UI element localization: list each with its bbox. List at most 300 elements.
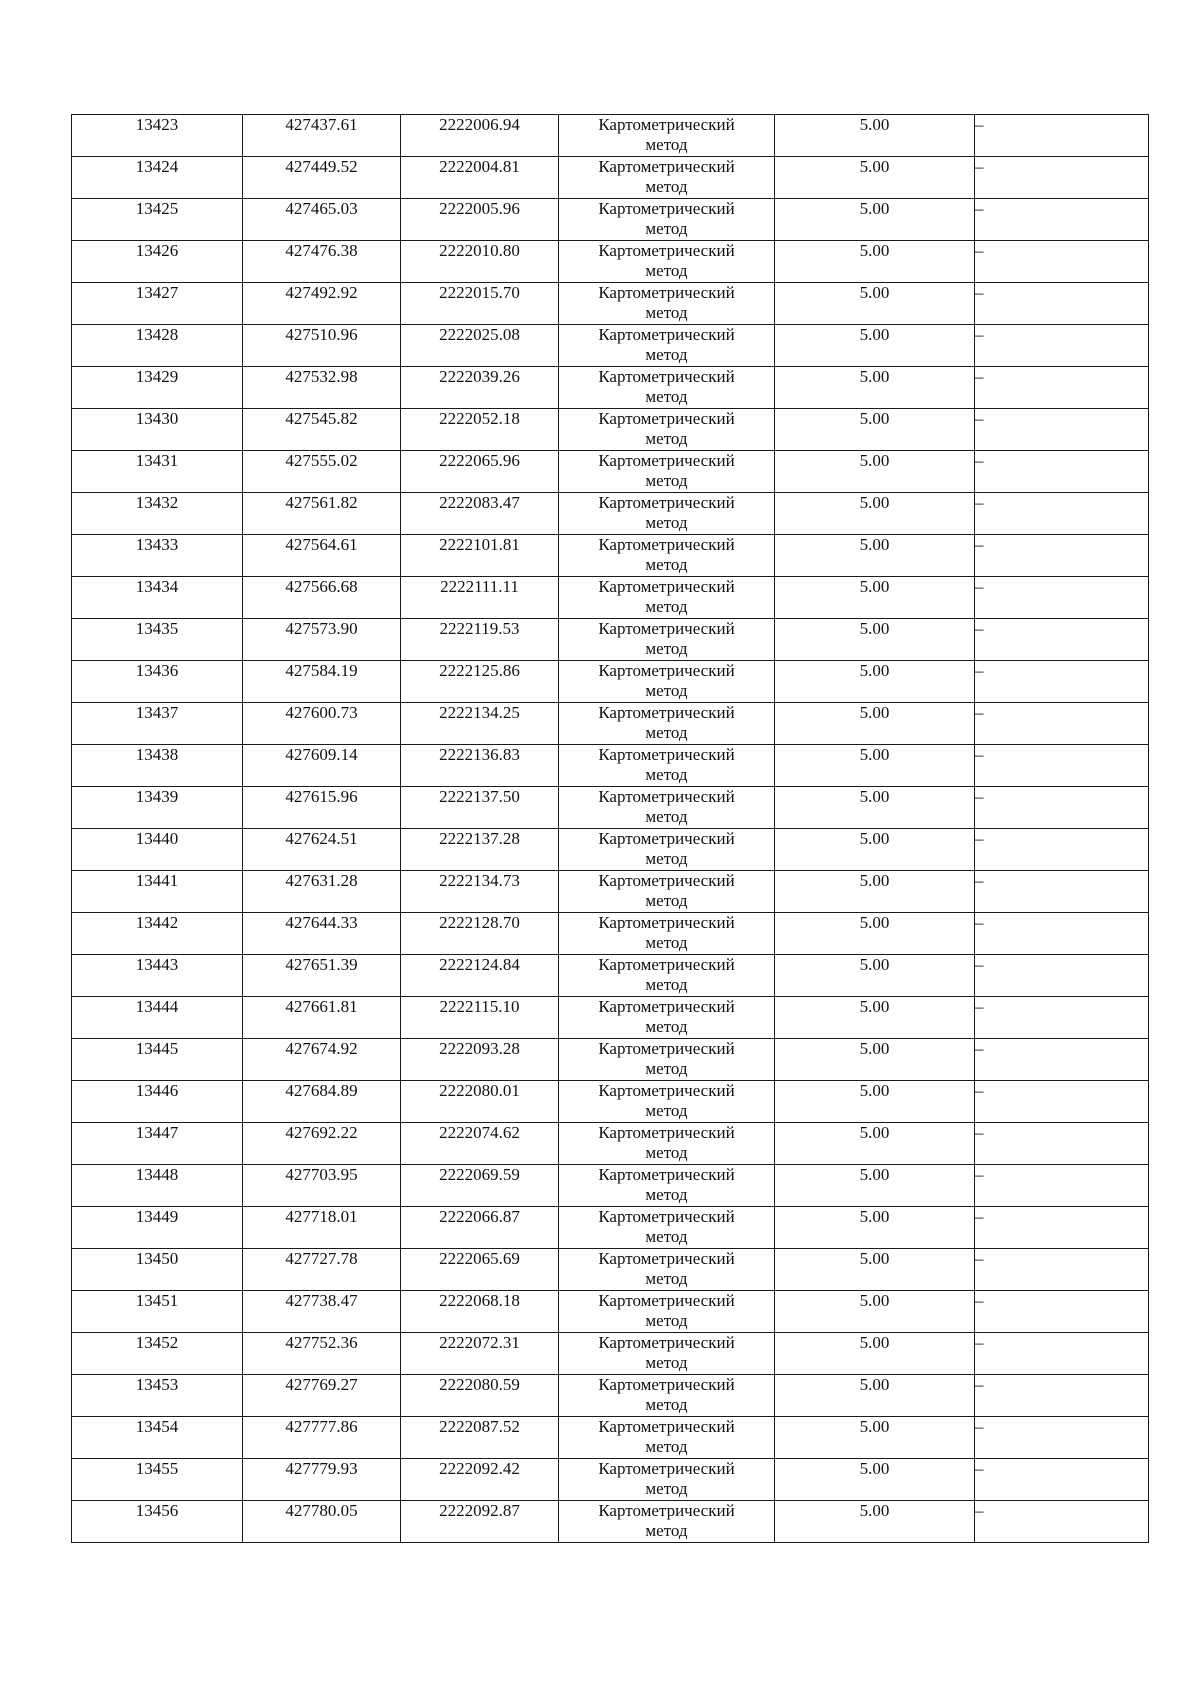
method-line-2: метод	[645, 555, 688, 574]
point-number-cell: 13440	[72, 829, 243, 871]
method-cell	[559, 871, 775, 913]
table-row	[72, 1459, 1149, 1501]
x-coordinate-cell: 427777.86	[243, 1417, 401, 1459]
x-coordinate-cell: 427555.02	[243, 451, 401, 493]
x-coordinate-cell: 427564.61	[243, 535, 401, 577]
table-row	[72, 787, 1149, 829]
note-cell: –	[975, 1165, 1149, 1207]
table-row	[72, 1375, 1149, 1417]
y-coordinate-cell: 2222119.53	[401, 619, 559, 661]
point-number-cell: 13432	[72, 493, 243, 535]
note-cell: –	[975, 283, 1149, 325]
accuracy-cell: 5.00	[775, 535, 975, 577]
accuracy-cell: 5.00	[775, 1501, 975, 1543]
method-line-2: метод	[645, 1143, 688, 1162]
accuracy-cell: 5.00	[775, 871, 975, 913]
table-row	[72, 1039, 1149, 1081]
table-row	[72, 241, 1149, 283]
accuracy-cell: 5.00	[775, 1081, 975, 1123]
method-line-2: метод	[645, 1017, 688, 1036]
table-row	[72, 1417, 1149, 1459]
note-cell: –	[975, 955, 1149, 997]
method-line-1: Картометрический	[598, 745, 735, 764]
y-coordinate-cell: 2222069.59	[401, 1165, 559, 1207]
method-line-2: метод	[645, 261, 688, 280]
table-row	[72, 997, 1149, 1039]
note-cell: –	[975, 1501, 1149, 1543]
method-line-2: метод	[645, 177, 688, 196]
table-row	[72, 535, 1149, 577]
table-row	[72, 577, 1149, 619]
x-coordinate-cell: 427609.14	[243, 745, 401, 787]
method-line-2: метод	[645, 849, 688, 868]
method-line-2: метод	[645, 345, 688, 364]
method-line-2: метод	[645, 681, 688, 700]
y-coordinate-cell: 2222115.10	[401, 997, 559, 1039]
note-cell: –	[975, 325, 1149, 367]
point-number-cell: 13449	[72, 1207, 243, 1249]
point-number-cell: 13431	[72, 451, 243, 493]
note-cell: –	[975, 1291, 1149, 1333]
y-coordinate-cell: 2222087.52	[401, 1417, 559, 1459]
method-cell	[559, 325, 775, 367]
y-coordinate-cell: 2222080.01	[401, 1081, 559, 1123]
method-line-1: Картометрический	[598, 535, 735, 554]
point-number-cell: 13433	[72, 535, 243, 577]
method-line-1: Картометрический	[598, 325, 735, 344]
note-cell: –	[975, 493, 1149, 535]
point-number-cell: 13428	[72, 325, 243, 367]
accuracy-cell: 5.00	[775, 409, 975, 451]
method-cell	[559, 1459, 775, 1501]
x-coordinate-cell: 427437.61	[243, 115, 401, 157]
x-coordinate-cell: 427651.39	[243, 955, 401, 997]
table-row	[72, 283, 1149, 325]
point-number-cell: 13444	[72, 997, 243, 1039]
method-line-2: метод	[645, 1269, 688, 1288]
note-cell: –	[975, 1459, 1149, 1501]
x-coordinate-cell: 427692.22	[243, 1123, 401, 1165]
note-cell: –	[975, 829, 1149, 871]
method-cell	[559, 1165, 775, 1207]
note-cell: –	[975, 703, 1149, 745]
y-coordinate-cell: 2222083.47	[401, 493, 559, 535]
x-coordinate-cell: 427584.19	[243, 661, 401, 703]
method-line-1: Картометрический	[598, 577, 735, 596]
x-coordinate-cell: 427769.27	[243, 1375, 401, 1417]
method-line-2: метод	[645, 1437, 688, 1456]
method-line-2: метод	[645, 1395, 688, 1414]
point-number-cell: 13434	[72, 577, 243, 619]
method-cell	[559, 1501, 775, 1543]
table-row	[72, 115, 1149, 157]
accuracy-cell: 5.00	[775, 997, 975, 1039]
method-cell	[559, 703, 775, 745]
note-cell: –	[975, 997, 1149, 1039]
x-coordinate-cell: 427674.92	[243, 1039, 401, 1081]
point-number-cell: 13436	[72, 661, 243, 703]
y-coordinate-cell: 2222093.28	[401, 1039, 559, 1081]
table-row	[72, 199, 1149, 241]
note-cell: –	[975, 1249, 1149, 1291]
method-cell	[559, 535, 775, 577]
x-coordinate-cell: 427684.89	[243, 1081, 401, 1123]
x-coordinate-cell: 427727.78	[243, 1249, 401, 1291]
table-row	[72, 703, 1149, 745]
accuracy-cell: 5.00	[775, 913, 975, 955]
accuracy-cell: 5.00	[775, 157, 975, 199]
y-coordinate-cell: 2222065.69	[401, 1249, 559, 1291]
table-row	[72, 1207, 1149, 1249]
x-coordinate-cell: 427644.33	[243, 913, 401, 955]
method-cell	[559, 913, 775, 955]
x-coordinate-cell: 427779.93	[243, 1459, 401, 1501]
table-row	[72, 955, 1149, 997]
method-line-2: метод	[645, 513, 688, 532]
method-line-1: Картометрический	[598, 955, 735, 974]
table-row	[72, 1249, 1149, 1291]
table-row	[72, 871, 1149, 913]
point-number-cell: 13445	[72, 1039, 243, 1081]
accuracy-cell: 5.00	[775, 1039, 975, 1081]
accuracy-cell: 5.00	[775, 661, 975, 703]
method-cell	[559, 1417, 775, 1459]
point-number-cell: 13426	[72, 241, 243, 283]
method-line-2: метод	[645, 1311, 688, 1330]
method-line-1: Картометрический	[598, 703, 735, 722]
method-line-2: метод	[645, 219, 688, 238]
note-cell: –	[975, 1375, 1149, 1417]
method-line-1: Картометрический	[598, 115, 735, 134]
point-number-cell: 13447	[72, 1123, 243, 1165]
method-cell	[559, 619, 775, 661]
x-coordinate-cell: 427510.96	[243, 325, 401, 367]
y-coordinate-cell: 2222137.28	[401, 829, 559, 871]
point-number-cell: 13456	[72, 1501, 243, 1543]
method-cell	[559, 745, 775, 787]
point-number-cell: 13446	[72, 1081, 243, 1123]
note-cell: –	[975, 367, 1149, 409]
y-coordinate-cell: 2222010.80	[401, 241, 559, 283]
method-line-2: метод	[645, 135, 688, 154]
method-cell	[559, 829, 775, 871]
method-cell	[559, 1123, 775, 1165]
x-coordinate-cell: 427615.96	[243, 787, 401, 829]
method-cell	[559, 241, 775, 283]
method-cell	[559, 1039, 775, 1081]
accuracy-cell: 5.00	[775, 325, 975, 367]
point-number-cell: 13443	[72, 955, 243, 997]
method-cell	[559, 955, 775, 997]
point-number-cell: 13455	[72, 1459, 243, 1501]
method-cell	[559, 1081, 775, 1123]
y-coordinate-cell: 2222125.86	[401, 661, 559, 703]
method-line-2: метод	[645, 765, 688, 784]
x-coordinate-cell: 427703.95	[243, 1165, 401, 1207]
x-coordinate-cell: 427718.01	[243, 1207, 401, 1249]
method-line-1: Картометрический	[598, 829, 735, 848]
method-cell	[559, 997, 775, 1039]
note-cell: –	[975, 1417, 1149, 1459]
table-row	[72, 1333, 1149, 1375]
method-line-2: метод	[645, 891, 688, 910]
y-coordinate-cell: 2222128.70	[401, 913, 559, 955]
note-cell: –	[975, 871, 1149, 913]
method-line-1: Картометрический	[598, 1249, 735, 1268]
method-line-2: метод	[645, 723, 688, 742]
x-coordinate-cell: 427449.52	[243, 157, 401, 199]
table-row	[72, 1291, 1149, 1333]
method-line-2: метод	[645, 1101, 688, 1120]
note-cell: –	[975, 451, 1149, 493]
method-cell	[559, 661, 775, 703]
point-number-cell: 13453	[72, 1375, 243, 1417]
accuracy-cell: 5.00	[775, 1459, 975, 1501]
method-cell	[559, 199, 775, 241]
method-cell	[559, 409, 775, 451]
y-coordinate-cell: 2222005.96	[401, 199, 559, 241]
method-line-1: Картометрический	[598, 913, 735, 932]
note-cell: –	[975, 577, 1149, 619]
point-number-cell: 13430	[72, 409, 243, 451]
note-cell: –	[975, 535, 1149, 577]
note-cell: –	[975, 745, 1149, 787]
y-coordinate-cell: 2222137.50	[401, 787, 559, 829]
method-cell	[559, 1207, 775, 1249]
accuracy-cell: 5.00	[775, 115, 975, 157]
table-row	[72, 619, 1149, 661]
method-line-2: метод	[645, 807, 688, 826]
method-line-2: метод	[645, 303, 688, 322]
method-line-1: Картометрический	[598, 1039, 735, 1058]
note-cell: –	[975, 241, 1149, 283]
method-line-1: Картометрический	[598, 1333, 735, 1352]
y-coordinate-cell: 2222092.42	[401, 1459, 559, 1501]
note-cell: –	[975, 913, 1149, 955]
point-number-cell: 13435	[72, 619, 243, 661]
accuracy-cell: 5.00	[775, 451, 975, 493]
method-cell	[559, 115, 775, 157]
y-coordinate-cell: 2222039.26	[401, 367, 559, 409]
accuracy-cell: 5.00	[775, 619, 975, 661]
table-row	[72, 1165, 1149, 1207]
method-line-2: метод	[645, 1227, 688, 1246]
table-row	[72, 745, 1149, 787]
point-number-cell: 13438	[72, 745, 243, 787]
table-row	[72, 451, 1149, 493]
method-cell	[559, 1375, 775, 1417]
table-row	[72, 493, 1149, 535]
y-coordinate-cell: 2222111.11	[401, 577, 559, 619]
accuracy-cell: 5.00	[775, 1123, 975, 1165]
accuracy-cell: 5.00	[775, 1417, 975, 1459]
point-number-cell: 13437	[72, 703, 243, 745]
x-coordinate-cell: 427476.38	[243, 241, 401, 283]
note-cell: –	[975, 1333, 1149, 1375]
point-number-cell: 13442	[72, 913, 243, 955]
point-number-cell: 13424	[72, 157, 243, 199]
point-number-cell: 13454	[72, 1417, 243, 1459]
method-cell	[559, 1291, 775, 1333]
point-number-cell: 13441	[72, 871, 243, 913]
table-row	[72, 367, 1149, 409]
note-cell: –	[975, 157, 1149, 199]
method-line-1: Картометрический	[598, 1291, 735, 1310]
method-line-1: Картометрический	[598, 661, 735, 680]
accuracy-cell: 5.00	[775, 787, 975, 829]
table-row	[72, 1081, 1149, 1123]
method-cell	[559, 451, 775, 493]
method-line-2: метод	[645, 1185, 688, 1204]
point-number-cell: 13448	[72, 1165, 243, 1207]
table-row	[72, 661, 1149, 703]
accuracy-cell: 5.00	[775, 1291, 975, 1333]
y-coordinate-cell: 2222134.73	[401, 871, 559, 913]
y-coordinate-cell: 2222092.87	[401, 1501, 559, 1543]
accuracy-cell: 5.00	[775, 829, 975, 871]
method-line-1: Картометрический	[598, 199, 735, 218]
y-coordinate-cell: 2222080.59	[401, 1375, 559, 1417]
point-number-cell: 13452	[72, 1333, 243, 1375]
method-line-1: Картометрический	[598, 871, 735, 890]
y-coordinate-cell: 2222025.08	[401, 325, 559, 367]
accuracy-cell: 5.00	[775, 367, 975, 409]
note-cell: –	[975, 115, 1149, 157]
method-line-2: метод	[645, 1059, 688, 1078]
y-coordinate-cell: 2222136.83	[401, 745, 559, 787]
method-line-1: Картометрический	[598, 1375, 735, 1394]
method-cell	[559, 1249, 775, 1291]
x-coordinate-cell: 427624.51	[243, 829, 401, 871]
method-line-1: Картометрический	[598, 493, 735, 512]
table-row	[72, 1501, 1149, 1543]
method-line-2: метод	[645, 387, 688, 406]
x-coordinate-cell: 427661.81	[243, 997, 401, 1039]
x-coordinate-cell: 427465.03	[243, 199, 401, 241]
note-cell: –	[975, 1081, 1149, 1123]
accuracy-cell: 5.00	[775, 1165, 975, 1207]
method-line-1: Картометрический	[598, 367, 735, 386]
point-number-cell: 13423	[72, 115, 243, 157]
y-coordinate-cell: 2222006.94	[401, 115, 559, 157]
accuracy-cell: 5.00	[775, 745, 975, 787]
x-coordinate-cell: 427561.82	[243, 493, 401, 535]
accuracy-cell: 5.00	[775, 493, 975, 535]
y-coordinate-cell: 2222101.81	[401, 535, 559, 577]
method-line-1: Картометрический	[598, 451, 735, 470]
method-line-1: Картометрический	[598, 1123, 735, 1142]
method-line-1: Картометрический	[598, 1501, 735, 1520]
method-line-1: Картометрический	[598, 1207, 735, 1226]
point-number-cell: 13425	[72, 199, 243, 241]
x-coordinate-cell: 427545.82	[243, 409, 401, 451]
method-line-2: метод	[645, 429, 688, 448]
note-cell: –	[975, 199, 1149, 241]
table-row	[72, 1123, 1149, 1165]
accuracy-cell: 5.00	[775, 283, 975, 325]
note-cell: –	[975, 1207, 1149, 1249]
table-row	[72, 409, 1149, 451]
y-coordinate-cell: 2222065.96	[401, 451, 559, 493]
method-line-2: метод	[645, 1479, 688, 1498]
method-cell	[559, 283, 775, 325]
accuracy-cell: 5.00	[775, 1249, 975, 1291]
method-line-1: Картометрический	[598, 157, 735, 176]
y-coordinate-cell: 2222072.31	[401, 1333, 559, 1375]
accuracy-cell: 5.00	[775, 577, 975, 619]
table-row	[72, 157, 1149, 199]
point-number-cell: 13427	[72, 283, 243, 325]
method-line-1: Картометрический	[598, 619, 735, 638]
method-cell	[559, 157, 775, 199]
method-line-1: Картометрический	[598, 409, 735, 428]
method-line-1: Картометрический	[598, 1417, 735, 1436]
x-coordinate-cell: 427566.68	[243, 577, 401, 619]
accuracy-cell: 5.00	[775, 703, 975, 745]
method-line-1: Картометрический	[598, 1459, 735, 1478]
y-coordinate-cell: 2222052.18	[401, 409, 559, 451]
y-coordinate-cell: 2222074.62	[401, 1123, 559, 1165]
method-line-1: Картометрический	[598, 787, 735, 806]
note-cell: –	[975, 1123, 1149, 1165]
accuracy-cell: 5.00	[775, 241, 975, 283]
accuracy-cell: 5.00	[775, 1333, 975, 1375]
table-body	[72, 115, 1149, 1543]
accuracy-cell: 5.00	[775, 1207, 975, 1249]
method-cell	[559, 787, 775, 829]
x-coordinate-cell: 427780.05	[243, 1501, 401, 1543]
method-line-1: Картометрический	[598, 997, 735, 1016]
y-coordinate-cell: 2222004.81	[401, 157, 559, 199]
method-cell	[559, 1333, 775, 1375]
accuracy-cell: 5.00	[775, 955, 975, 997]
method-line-2: метод	[645, 597, 688, 616]
note-cell: –	[975, 661, 1149, 703]
method-line-2: метод	[645, 471, 688, 490]
accuracy-cell: 5.00	[775, 1375, 975, 1417]
note-cell: –	[975, 409, 1149, 451]
x-coordinate-cell: 427573.90	[243, 619, 401, 661]
table-row	[72, 325, 1149, 367]
method-cell	[559, 493, 775, 535]
method-line-1: Картометрический	[598, 1165, 735, 1184]
coordinates-table	[71, 114, 1149, 1543]
x-coordinate-cell: 427738.47	[243, 1291, 401, 1333]
accuracy-cell: 5.00	[775, 199, 975, 241]
method-line-2: метод	[645, 639, 688, 658]
note-cell: –	[975, 787, 1149, 829]
y-coordinate-cell: 2222068.18	[401, 1291, 559, 1333]
x-coordinate-cell: 427492.92	[243, 283, 401, 325]
method-line-1: Картометрический	[598, 1081, 735, 1100]
table-row	[72, 913, 1149, 955]
y-coordinate-cell: 2222134.25	[401, 703, 559, 745]
method-cell	[559, 577, 775, 619]
x-coordinate-cell: 427631.28	[243, 871, 401, 913]
point-number-cell: 13451	[72, 1291, 243, 1333]
method-line-1: Картометрический	[598, 283, 735, 302]
x-coordinate-cell: 427752.36	[243, 1333, 401, 1375]
method-line-2: метод	[645, 933, 688, 952]
note-cell: –	[975, 619, 1149, 661]
method-line-1: Картометрический	[598, 241, 735, 260]
method-cell	[559, 367, 775, 409]
y-coordinate-cell: 2222066.87	[401, 1207, 559, 1249]
method-line-2: метод	[645, 975, 688, 994]
x-coordinate-cell: 427532.98	[243, 367, 401, 409]
x-coordinate-cell: 427600.73	[243, 703, 401, 745]
point-number-cell: 13439	[72, 787, 243, 829]
